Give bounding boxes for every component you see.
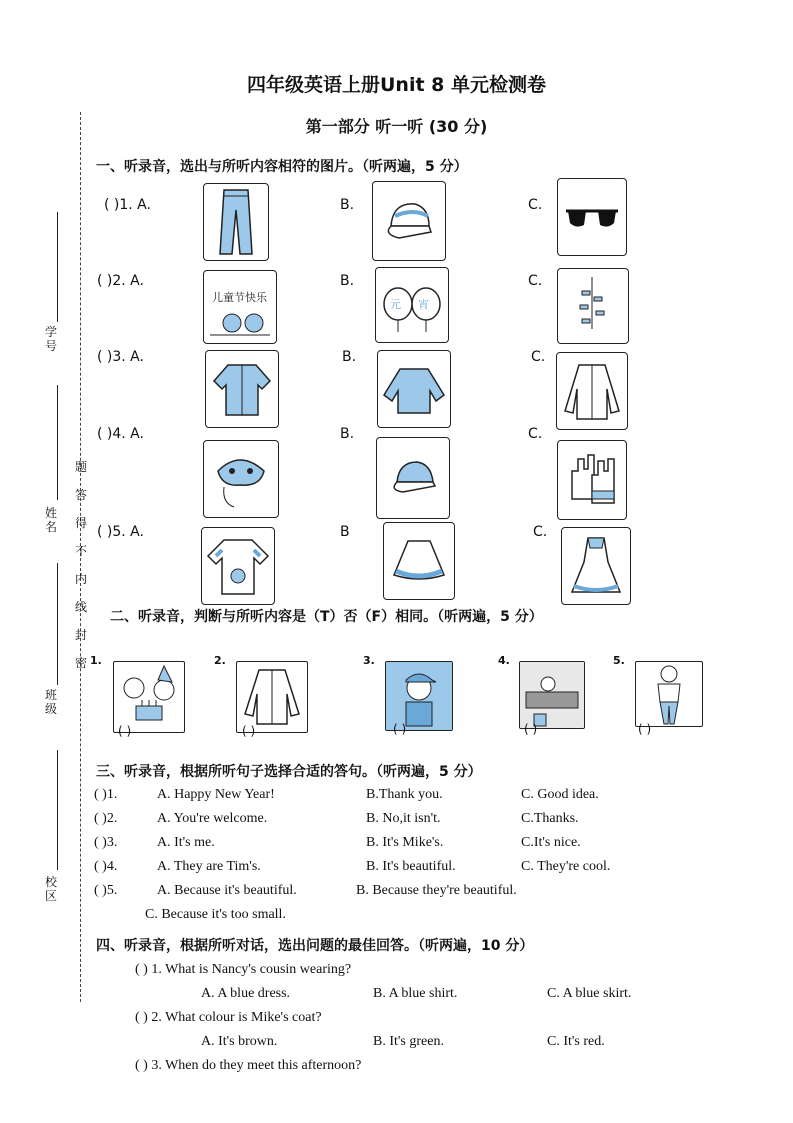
s3-q5-number[interactable]: ( )5. — [94, 883, 118, 898]
s3-q1-option-a: A. Happy New Year! — [157, 787, 275, 802]
s4-q3-question[interactable]: ( ) 3. When do they meet this afternoon? — [135, 1058, 362, 1073]
girl-icon[interactable] — [635, 661, 703, 727]
cap-icon[interactable] — [376, 437, 450, 519]
svg-text:元: 元 — [390, 298, 401, 311]
s2-item4-answer[interactable]: ( ) — [524, 722, 538, 736]
s2-item2-number: 2. — [214, 654, 226, 667]
s1-q4-c-label: C. — [528, 426, 543, 442]
s1-q1-c-label: C. — [528, 197, 543, 213]
birthday-party-icon[interactable] — [113, 661, 185, 733]
seal-char: 内 — [74, 572, 87, 586]
jacket-icon[interactable] — [205, 350, 279, 428]
campus-label: 校区 — [44, 875, 57, 903]
s2-item3-number: 3. — [363, 654, 375, 667]
s3-q3-option-c: C.It's nice. — [521, 835, 581, 850]
s3-q4-option-c: C. They're cool. — [521, 859, 611, 874]
s1-q3-b-label: B. — [342, 349, 357, 365]
class-line — [57, 563, 58, 685]
s1-q2-b-label: B. — [340, 273, 355, 289]
seal-char: 答 — [74, 488, 87, 502]
s3-q3-option-a: A. It's me. — [157, 835, 215, 850]
s1-q1-b-label: B. — [340, 197, 355, 213]
s1-q4-b-label: B. — [340, 426, 355, 442]
s2-item5-number: 5. — [613, 654, 625, 667]
cap-icon[interactable] — [372, 181, 446, 261]
s1-q2-number: ( )2. A. — [97, 273, 144, 289]
s4-q2-option-b: B. It's green. — [373, 1034, 444, 1049]
s2-item2-answer[interactable]: ( ) — [242, 724, 256, 738]
s4-q1-question[interactable]: ( ) 1. What is Nancy's cousin wearing? — [135, 962, 352, 977]
s2-item1-number: 1. — [90, 654, 102, 667]
s3-q5-option-b: B. Because they're beautiful. — [356, 883, 517, 898]
s4-q1-option-b: B. A blue shirt. — [373, 986, 458, 1001]
s3-q2-option-a: A. You're welcome. — [157, 811, 268, 826]
svg-text:儿童节快乐: 儿童节快乐 — [212, 291, 267, 304]
section3-heading: 三、听录音，根据所听句子选择合适的答句。（听两遍，5 分） — [96, 764, 482, 780]
s2-item1-answer[interactable]: ( ) — [118, 724, 132, 738]
seal-char: 封 — [74, 628, 87, 642]
gloves-icon[interactable] — [557, 440, 627, 520]
children-day-icon[interactable] — [203, 270, 277, 344]
s1-q3-c-label: C. — [531, 349, 546, 365]
s1-q4-number: ( )4. A. — [97, 426, 144, 442]
cat-on-sofa-icon[interactable] — [519, 661, 585, 729]
s1-q3-number: ( )3. A. — [97, 349, 144, 365]
sunglasses-icon[interactable] — [557, 178, 627, 256]
s2-item4-number: 4. — [498, 654, 510, 667]
seal-char: 不 — [74, 544, 87, 558]
s1-q2-c-label: C. — [528, 273, 543, 289]
s4-q2-option-c: C. It's red. — [547, 1034, 605, 1049]
s2-item5-answer[interactable]: ( ) — [638, 722, 652, 736]
seal-char: 线 — [74, 600, 87, 614]
sweater-icon[interactable] — [377, 350, 451, 428]
s1-q5-b-label: B — [340, 524, 350, 540]
s4-q2-question[interactable]: ( ) 2. What colour is Mike's coat? — [135, 1010, 322, 1025]
s1-q5-number: ( )5. A. — [97, 524, 144, 540]
s3-q5-option-a: A. Because it's beautiful. — [157, 883, 297, 898]
s3-q5-option-c: C. Because it's too small. — [145, 907, 286, 922]
jeans-icon[interactable] — [203, 183, 269, 261]
seal-char: 题 — [74, 460, 87, 474]
s3-q2-option-c: C.Thanks. — [521, 811, 579, 826]
s3-q1-option-b: B.Thank you. — [366, 787, 443, 802]
shirt-icon[interactable] — [236, 661, 308, 733]
s3-q4-option-b: B. It's beautiful. — [366, 859, 456, 874]
s4-q2-option-a: A. It's brown. — [201, 1034, 278, 1049]
s4-q1-option-c: C. A blue skirt. — [547, 986, 632, 1001]
s3-q2-option-b: B. No,it isn't. — [366, 811, 441, 826]
section1-heading: 一、听录音，选出与所听内容相符的图片。（听两遍，5 分） — [96, 159, 468, 175]
cat-in-cap-icon[interactable] — [385, 661, 453, 731]
name-label: 姓名 — [44, 506, 57, 534]
campus-line — [57, 750, 58, 870]
s3-q3-number[interactable]: ( )3. — [94, 835, 118, 850]
class-label: 班级 — [44, 688, 57, 716]
student-id-label: 学号 — [44, 325, 57, 353]
s3-q4-number[interactable]: ( )4. — [94, 859, 118, 874]
s3-q1-number[interactable]: ( )1. — [94, 787, 118, 802]
svg-text:宵: 宵 — [418, 298, 429, 311]
skirt-icon[interactable] — [383, 522, 455, 600]
s1-q1-number: ( )1. A. — [104, 197, 151, 213]
page-title: 四年级英语上册Unit 8 单元检测卷 — [246, 74, 546, 96]
section4-heading: 四、听录音，根据所听对话，选出问题的最佳回答。（听两遍，10 分） — [96, 938, 534, 954]
shirt-icon[interactable] — [556, 352, 628, 430]
part-title: 第一部分 听一听 (30 分) — [305, 117, 488, 136]
dress-icon[interactable] — [561, 527, 631, 605]
lanterns-icon[interactable] — [375, 267, 449, 343]
s3-q1-option-c: C. Good idea. — [521, 787, 599, 802]
s3-q3-option-b: B. It's Mike's. — [366, 835, 444, 850]
name-line — [57, 385, 58, 500]
seal-char: 密 — [74, 656, 87, 670]
firecrackers-icon[interactable] — [557, 268, 629, 344]
t-shirt-icon[interactable] — [201, 527, 275, 605]
s1-q5-c-label: C. — [533, 524, 548, 540]
seal-char: 得 — [74, 516, 87, 530]
student-id-line — [57, 212, 58, 322]
s3-q4-option-a: A. They are Tim's. — [157, 859, 261, 874]
s4-q1-option-a: A. A blue dress. — [201, 986, 291, 1001]
s2-item3-answer[interactable]: ( ) — [393, 722, 407, 736]
s3-q2-number[interactable]: ( )2. — [94, 811, 118, 826]
lion-dance-icon[interactable] — [203, 440, 279, 518]
section2-heading: 二、听录音，判断与所听内容是（T）否（F）相同。（听两遍，5 分） — [110, 609, 543, 625]
